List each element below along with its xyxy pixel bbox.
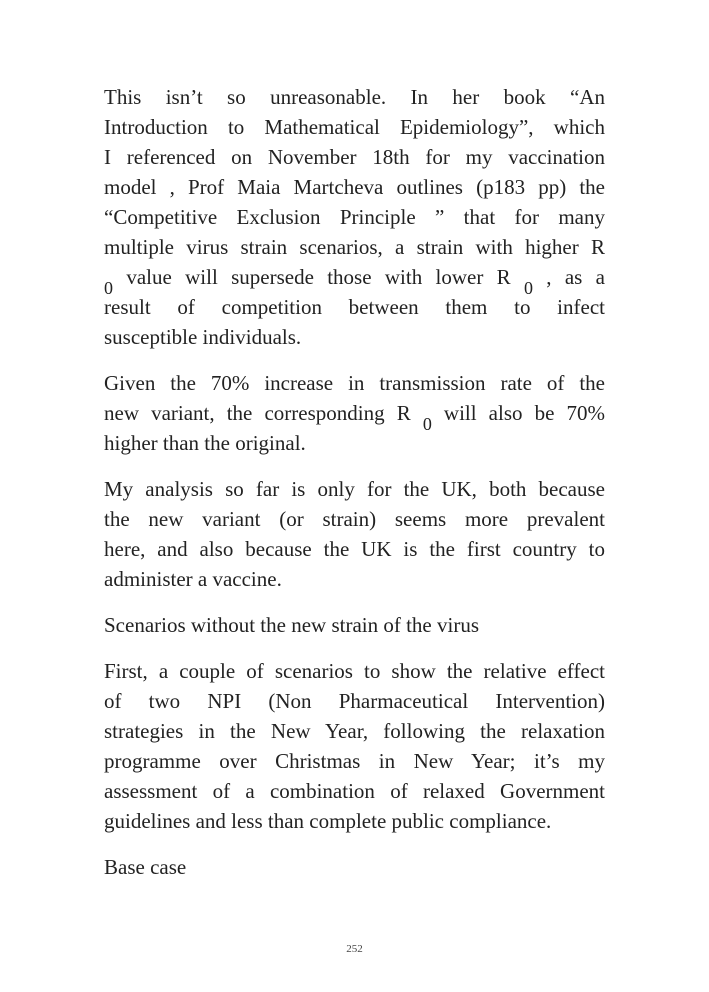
text-segment: susceptible individuals. bbox=[104, 325, 302, 349]
page-body bbox=[104, 82, 605, 898]
text-segment: model , Prof Maia Martcheva outlines (p183 pp) the bbox=[104, 175, 605, 199]
paragraph bbox=[104, 656, 605, 836]
text-segment: First, a couple of scenarios to show the relative effect bbox=[104, 659, 605, 683]
text-segment: I referenced on November 18th for my vaccination bbox=[104, 145, 605, 169]
text-segment: Given the 70% increase in transmission rate of the bbox=[104, 371, 605, 395]
text-line bbox=[104, 806, 605, 836]
text-line bbox=[104, 852, 605, 882]
text-line bbox=[104, 504, 605, 534]
text-segment: This isn’t so unreasonable. In her book “An bbox=[104, 85, 605, 109]
text-segment: strategies in the New Year, following the relaxation bbox=[104, 719, 605, 743]
text-segment: administer a vaccine. bbox=[104, 567, 282, 591]
text-line bbox=[104, 202, 605, 232]
text-segment: programme over Christmas in New Year; it’s my bbox=[104, 749, 605, 773]
paragraph bbox=[104, 368, 605, 458]
text-line bbox=[104, 716, 605, 746]
text-segment: My analysis so far is only for the UK, both because bbox=[104, 477, 605, 501]
text-segment: result of competition between them to infect bbox=[104, 295, 605, 319]
text-segment: Scenarios without the new strain of the virus bbox=[104, 613, 480, 637]
text-line bbox=[104, 172, 605, 202]
text-segment: Base case bbox=[104, 855, 187, 879]
text-segment: , as a bbox=[532, 265, 605, 289]
text-segment: of two NPI (Non Pharmaceutical Intervention) bbox=[104, 689, 605, 713]
text-segment: new variant, the corresponding R bbox=[104, 401, 423, 425]
text-line bbox=[104, 534, 605, 564]
text-segment: guidelines and less than complete public compliance. bbox=[104, 809, 552, 833]
subscript: 0 bbox=[422, 414, 432, 434]
text-segment: value will supersede those with lower R bbox=[113, 265, 524, 289]
text-segment: “Competitive Exclusion Principle ” that for many bbox=[104, 205, 605, 229]
text-line bbox=[104, 474, 605, 504]
text-segment: the new variant (or strain) seems more prevalent bbox=[104, 507, 605, 531]
paragraph bbox=[104, 852, 605, 882]
text-line bbox=[104, 82, 605, 112]
text-segment: higher than the original. bbox=[104, 431, 306, 455]
text-segment: Introduction to Mathematical Epidemiology”, which bbox=[104, 115, 605, 139]
text-line bbox=[104, 232, 605, 262]
text-line bbox=[104, 656, 605, 686]
subscript: 0 bbox=[523, 278, 533, 298]
subscript: 0 bbox=[104, 278, 113, 298]
text-segment: will also be 70% bbox=[431, 401, 605, 425]
text-segment: here, and also because the UK is the first country to bbox=[104, 537, 605, 561]
text-line bbox=[104, 746, 605, 776]
paragraph bbox=[104, 82, 605, 352]
text-line bbox=[104, 322, 605, 352]
paragraph bbox=[104, 610, 605, 640]
text-line bbox=[104, 564, 605, 594]
text-line bbox=[104, 610, 605, 640]
text-segment: assessment of a combination of relaxed Government bbox=[104, 779, 605, 803]
text-segment: multiple virus strain scenarios, a strain with higher R bbox=[104, 235, 605, 259]
page-number: 252 bbox=[346, 943, 363, 955]
text-line bbox=[104, 776, 605, 806]
text-line bbox=[104, 428, 605, 458]
text-line bbox=[104, 262, 605, 298]
text-line bbox=[104, 142, 605, 172]
text-line bbox=[104, 398, 605, 434]
paragraph bbox=[104, 474, 605, 594]
text-line bbox=[104, 686, 605, 716]
text-line bbox=[104, 368, 605, 398]
text-line bbox=[104, 112, 605, 142]
